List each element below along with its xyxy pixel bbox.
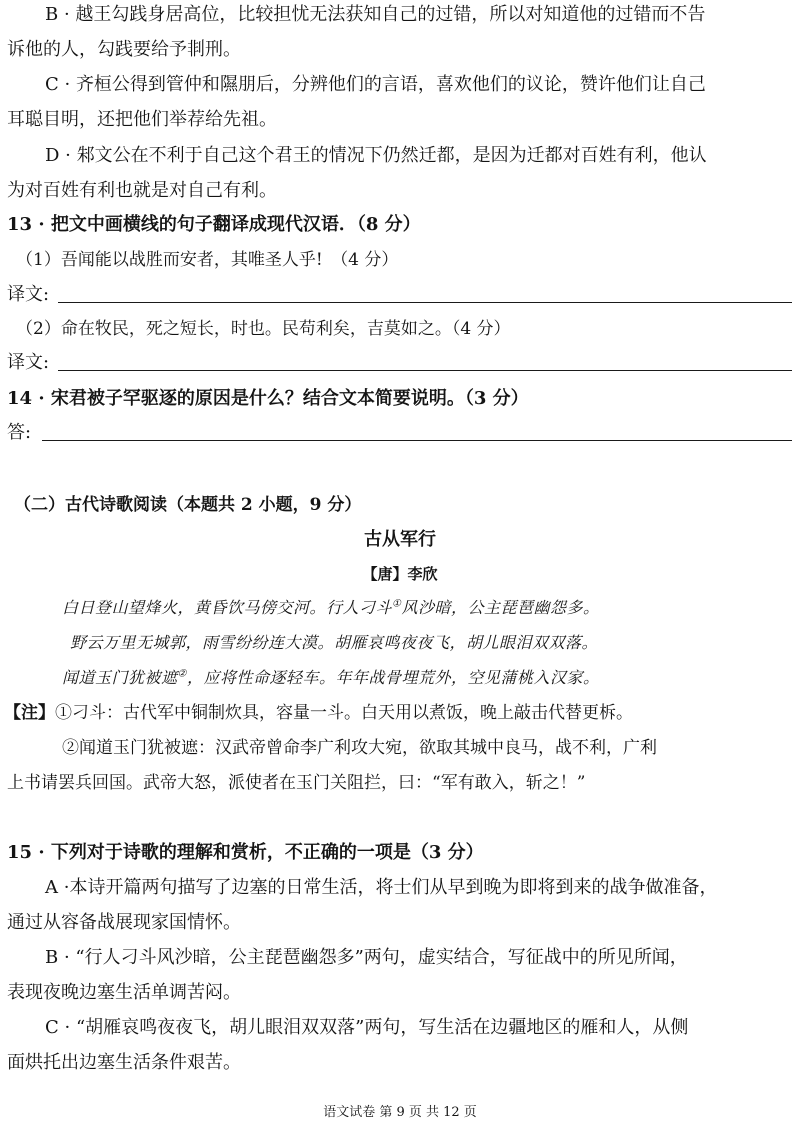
note-1: ①刁斗：古代军中铜制炊具，容量一斗。白天用以煮饭，晚上敲击代替更柝。	[55, 703, 633, 723]
q13-answer2-line[interactable]	[58, 370, 792, 371]
q15-option-c-line1: C · “胡雁哀鸣夜夜飞，胡儿眼泪双双落”两句，写生活在边疆地区的雁和人，从侧	[45, 1017, 689, 1038]
poem-line-1	[62, 595, 600, 621]
poem-line-3-part-a: 闻道玉门犹被遮	[62, 668, 178, 687]
q15-option-b-line1: B · “行人刁斗风沙暗，公主琵琶幽怨多”两句，虚实结合，写征战中的所见所闻，	[45, 947, 688, 968]
note-mark-2: ②	[177, 668, 187, 680]
q13-sub2: （2）命在牧民，死之短长，时也。民苟利矣，吉莫如之。（4 分）	[16, 319, 511, 339]
q15-title: 15 · 下列对于诗歌的理解和赏析，不正确的一项是（3 分）	[7, 842, 484, 863]
q13-sub1: （1）吾闻能以战胜而安者，其唯圣人乎! （4 分）	[16, 250, 399, 270]
page-footer: 语文试卷 第 9 页 共 12 页	[323, 1105, 477, 1120]
q12-option-d-line1: D · 邾文公在不利于自己这个君王的情况下仍然迁都，是因为迁都对百姓有利，他认	[45, 145, 707, 166]
note-label: 【注】	[4, 703, 55, 723]
q13-title: 13 · 把文中画横线的句子翻译成现代汉语．（8 分）	[7, 214, 421, 235]
q13-answer1-label: 译文:	[7, 284, 50, 305]
q12-option-d-line2: 为对百姓有利也就是对自己有利。	[7, 180, 277, 201]
poem-line-2: 野云万里无城郭，雨雪纷纷连大漠。胡雁哀鸣夜夜飞，胡儿眼泪双双落。	[70, 633, 599, 652]
q13-answer2-label: 译文:	[7, 352, 50, 373]
note-1-row	[0, 700, 800, 726]
q12-option-b-line2: 诉他的人，勾践要给予剕刑。	[7, 39, 241, 60]
poem-title: 古从军行	[364, 529, 436, 550]
note-2-line1: ②闻道玉门犹被遮：汉武帝曾命李广利攻大宛，欲取其城中良马，战不利，广利	[62, 738, 657, 758]
q14-answer-label: 答:	[7, 422, 32, 443]
q14-title: 14 · 宋君被子罕驱逐的原因是什么？结合文本简要说明。（3 分）	[7, 388, 529, 409]
q12-option-b-line1: B · 越王勾践身居高位，比较担忧无法获知自己的过错，所以对知道他的过错而不告	[45, 4, 706, 25]
q15-option-a-line2: 通过从容备战展现家国情怀。	[7, 912, 241, 933]
section2-heading: （二）古代诗歌阅读（本题共 2 小题，9 分）	[14, 495, 362, 515]
note-2-line2: 上书请罢兵回国。武帝大怒，派使者在玉门关阻拦，曰：“军有敢入，斩之！”	[7, 773, 586, 793]
q15-option-a-line1: A ·本诗开篇两句描写了边塞的日常生活，将士们从早到晚为即将到来的战争做准备，	[45, 877, 718, 898]
q13-answer1-line[interactable]	[58, 302, 792, 303]
poem-line-1-part-b: 风沙暗，公主琵琶幽怨多。	[401, 598, 600, 617]
q15-option-b-line2: 表现夜晚边塞生活单调苦闷。	[7, 982, 241, 1003]
poem-line-1-part-a: 白日登山望烽火，黄昏饮马傍交河。行人刁斗	[62, 598, 393, 617]
poem-line-3	[62, 665, 600, 691]
q12-option-c-line1: C · 齐桓公得到管仲和隰朋后，分辨他们的言语，喜欢他们的议论，赞许他们让自己	[45, 74, 706, 95]
q14-answer-line[interactable]	[42, 440, 792, 441]
q12-option-c-line2: 耳聪目明，还把他们举荐给先祖。	[7, 109, 277, 130]
poem-author: 【唐】李欣	[362, 565, 438, 583]
q15-option-c-line2: 面烘托出边塞生活条件艰苦。	[7, 1052, 241, 1073]
note-mark-1: ①	[392, 598, 402, 610]
poem-line-3-part-b: ，应将性命逐轻车。年年战骨埋荒外，空见蒲桃入汉家。	[186, 668, 600, 687]
